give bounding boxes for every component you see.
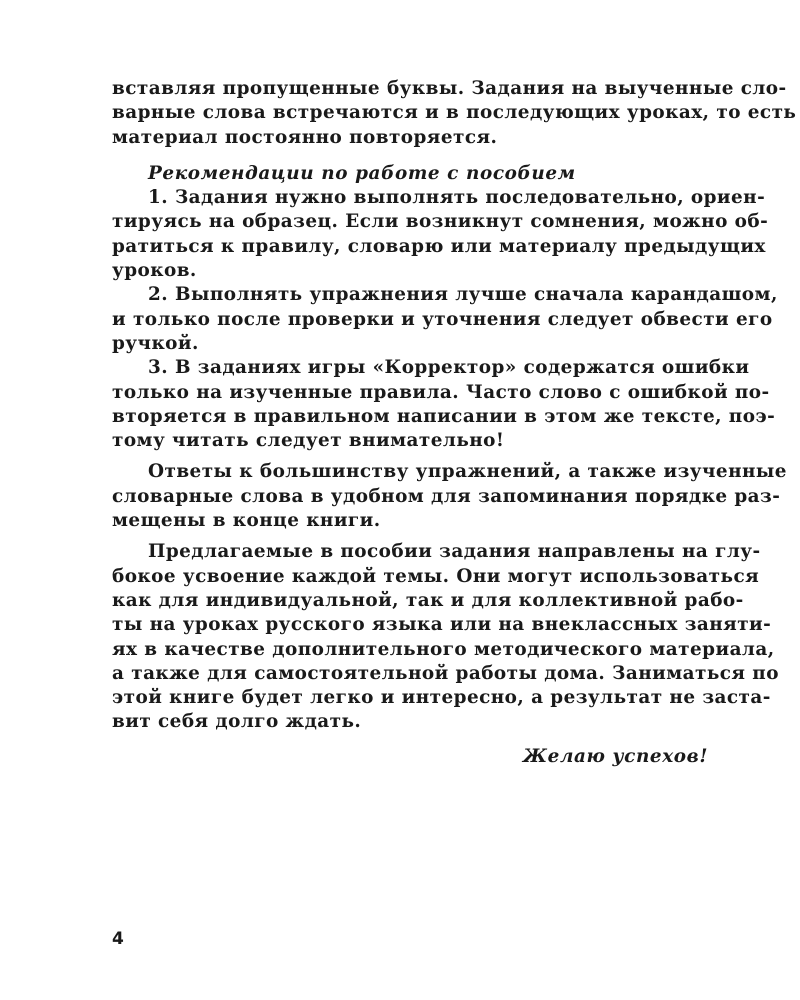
text-line: вит себя долго ждать. [112, 711, 362, 733]
text-line: уроков. [112, 260, 197, 282]
text-line: а также для самостоятельной работы дома. Заниматься по [112, 662, 779, 684]
text-line: 2. Выполнять упражнения лучше сначала карандашом, [148, 284, 778, 306]
text-line: бокое усвоение каждой темы. Они могут использоваться [112, 565, 760, 587]
section-heading: Рекомендации по работе с пособием [148, 162, 576, 184]
recommendation-item-2 [112, 283, 778, 356]
page-number: 4 [112, 929, 124, 949]
proposed-paragraph [112, 540, 779, 734]
text-line: тируясь на образец. Если возникнут сомнения, можно об- [112, 211, 769, 233]
text-line: как для индивидуальной, так и для коллективной рабо- [112, 589, 744, 611]
text-line: этой книге будет легко и интересно, а результат не заста- [112, 687, 771, 709]
recommendation-item-3 [112, 356, 776, 453]
text-line: 1. Задания нужно выполнять последовательно, ориен- [148, 187, 766, 209]
text-line: ратиться к правилу, словарю или материалу предыдущих [112, 235, 766, 257]
text-line: вторяется в правильном написании в этом же тексте, поэ- [112, 405, 776, 427]
intro-paragraph [112, 77, 797, 150]
text-line: только на изученные правила. Часто слово с ошибкой по- [112, 381, 770, 403]
text-line: словарные слова в удобном для запоминания порядке раз- [112, 485, 781, 507]
answers-paragraph [112, 460, 787, 533]
text-line: материал постоянно повторяется. [112, 126, 498, 148]
closing-wish: Желаю успехов! [522, 745, 708, 767]
text-line: ях в качестве дополнительного методического материала, [112, 638, 775, 660]
text-line: 3. В заданиях игры «Корректор» содержатся ошибки [148, 357, 750, 379]
text-line: варные слова встречаются и в последующих уроках, то есть [112, 102, 797, 124]
recommendation-item-1 [112, 186, 769, 283]
text-line: мещены в конце книги. [112, 510, 381, 532]
page-body [112, 77, 797, 769]
text-line: ручкой. [112, 332, 199, 354]
text-line: тому читать следует внимательно! [112, 430, 505, 452]
text-line: Предлагаемые в пособии задания направлены на глу- [148, 541, 761, 563]
text-line: вставляя пропущенные буквы. Задания на выученные сло- [112, 78, 787, 99]
text-line: Ответы к большинству упражнений, а также изученные [148, 461, 787, 483]
text-line: ты на уроках русского языка или на внеклассных заняти- [112, 614, 772, 636]
text-line: и только после проверки и уточнения следует обвести его [112, 308, 773, 330]
